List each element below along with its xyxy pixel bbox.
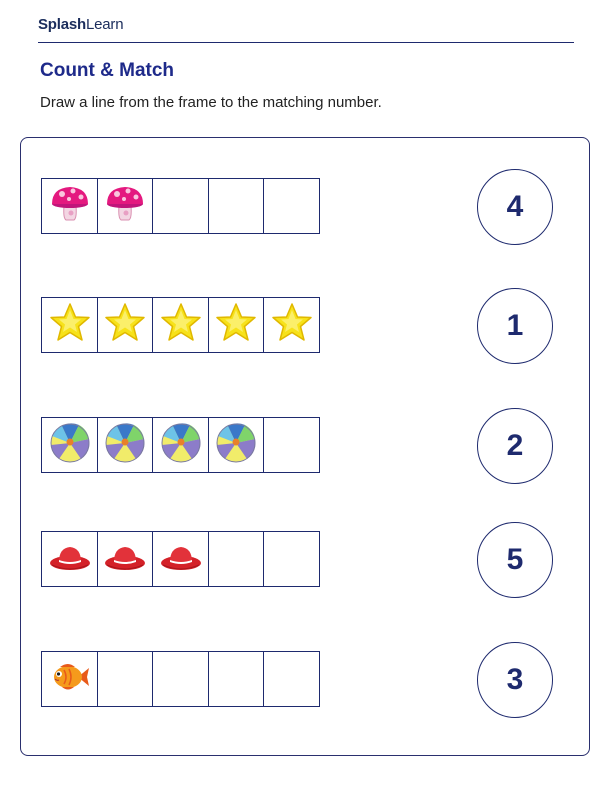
- star-icon: [48, 301, 92, 350]
- frame-cell: [208, 297, 265, 353]
- ten-frame-row: [41, 297, 329, 353]
- frame-cell: [41, 178, 98, 234]
- frame-cell: [41, 531, 98, 587]
- page-title: Count & Match: [40, 60, 175, 81]
- frame-cell: [208, 651, 265, 707]
- frame-cell: [97, 531, 154, 587]
- mushroom-icon: [103, 182, 147, 231]
- frame-cell: [263, 297, 320, 353]
- star-icon: [159, 301, 203, 350]
- ten-frame-row: [41, 178, 329, 234]
- frame-cell: [97, 297, 154, 353]
- splashlearn-logo: SplashLearn: [38, 16, 124, 33]
- frame-cell: [41, 297, 98, 353]
- beach-ball-icon: [214, 421, 258, 470]
- frame-cell: [97, 651, 154, 707]
- star-icon: [270, 301, 314, 350]
- frame-cell: [263, 178, 320, 234]
- instructions: Draw a line from the frame to the matching number.: [40, 94, 382, 111]
- frame-cell: [263, 531, 320, 587]
- red-hat-icon: [48, 535, 92, 584]
- ten-frame-row: [41, 531, 329, 587]
- page-header: [38, 14, 574, 43]
- frame-cell: [152, 297, 209, 353]
- red-hat-icon: [103, 535, 147, 584]
- star-icon: [214, 301, 258, 350]
- frame-cell: [41, 651, 98, 707]
- beach-ball-icon: [159, 421, 203, 470]
- frame-cell: [152, 178, 209, 234]
- frame-cell: [208, 417, 265, 473]
- number-circle[interactable]: 1: [477, 288, 553, 364]
- frame-cell: [41, 417, 98, 473]
- frame-cell: [208, 178, 265, 234]
- beach-ball-icon: [48, 421, 92, 470]
- number-circle[interactable]: 2: [477, 408, 553, 484]
- number-circle[interactable]: 4: [477, 169, 553, 245]
- star-icon: [103, 301, 147, 350]
- red-hat-icon: [159, 535, 203, 584]
- ten-frame-row: [41, 417, 329, 473]
- number-circle[interactable]: 5: [477, 522, 553, 598]
- worksheet-panel: [20, 137, 590, 756]
- mushroom-icon: [48, 182, 92, 231]
- beach-ball-icon: [103, 421, 147, 470]
- fish-icon: [48, 655, 92, 704]
- frame-cell: [152, 417, 209, 473]
- frame-cell: [152, 531, 209, 587]
- frame-cell: [97, 178, 154, 234]
- frame-cell: [263, 417, 320, 473]
- frame-cell: [208, 531, 265, 587]
- frame-cell: [263, 651, 320, 707]
- frame-cell: [97, 417, 154, 473]
- frame-cell: [152, 651, 209, 707]
- ten-frame-row: [41, 651, 329, 707]
- number-circle[interactable]: 3: [477, 642, 553, 718]
